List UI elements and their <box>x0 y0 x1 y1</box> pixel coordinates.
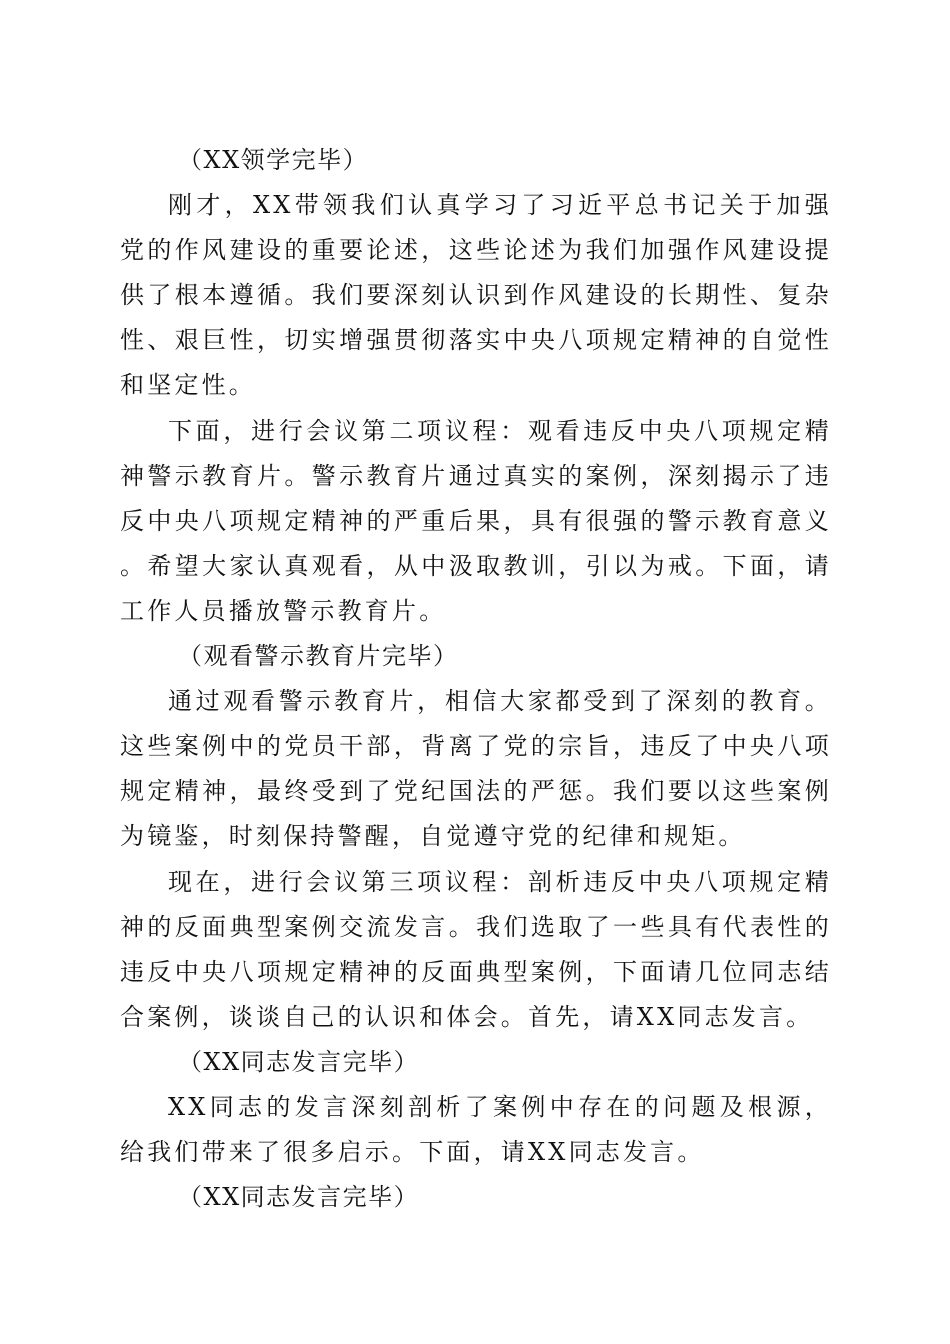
note-paragraph: （XX同志发言完毕） <box>178 1047 420 1076</box>
document-page <box>120 138 832 1220</box>
note-paragraph: （XX同志发言完毕） <box>178 1183 420 1212</box>
note-paragraph: （观看警示教育片完毕） <box>178 642 459 671</box>
body-paragraph: XX同志的发言深刻剖析了案例中存在的问题及根源，给我们带来了很多启示。下面，请XX同志发言。 <box>120 1092 832 1167</box>
body-paragraph: 通过观看警示教育片，相信大家都受到了深刻的教育。这些案例中的党员干部，背离了党的宗旨，违反了中央八项规定精神，最终受到了党纪国法的严惩。我们要以这些案例为镜鉴，时刻保持警醒，自觉遵守党的纪律和规矩。 <box>120 687 832 851</box>
note-paragraph: （XX领学完毕） <box>178 146 369 174</box>
body-paragraph: 下面，进行会议第二项议程：观看违反中央八项规定精神警示教育片。警示教育片通过真实的案例，深刻揭示了违反中央八项规定精神的严重后果，具有很强的警示教育意义。希望大家认真观看，从中汲取教训，引以为戒。下面，请工作人员播放警示教育片。 <box>120 416 832 625</box>
body-paragraph: 刚才，XX带领我们认真学习了习近平总书记关于加强党的作风建设的重要论述，这些论述为我们加强作风建设提供了根本遵循。我们要深刻认识到作风建设的长期性、复杂性、艰巨性，切实增强贯彻落实中央八项规定精神的自觉性和坚定性。 <box>120 191 832 400</box>
body-paragraph: 现在，进行会议第三项议程：剖析违反中央八项规定精神的反面典型案例交流发言。我们选取了一些具有代表性的违反中央八项规定精神的反面典型案例，下面请几位同志结合案例，谈谈自己的认识和体会。首先，请XX同志发言。 <box>120 867 832 1031</box>
